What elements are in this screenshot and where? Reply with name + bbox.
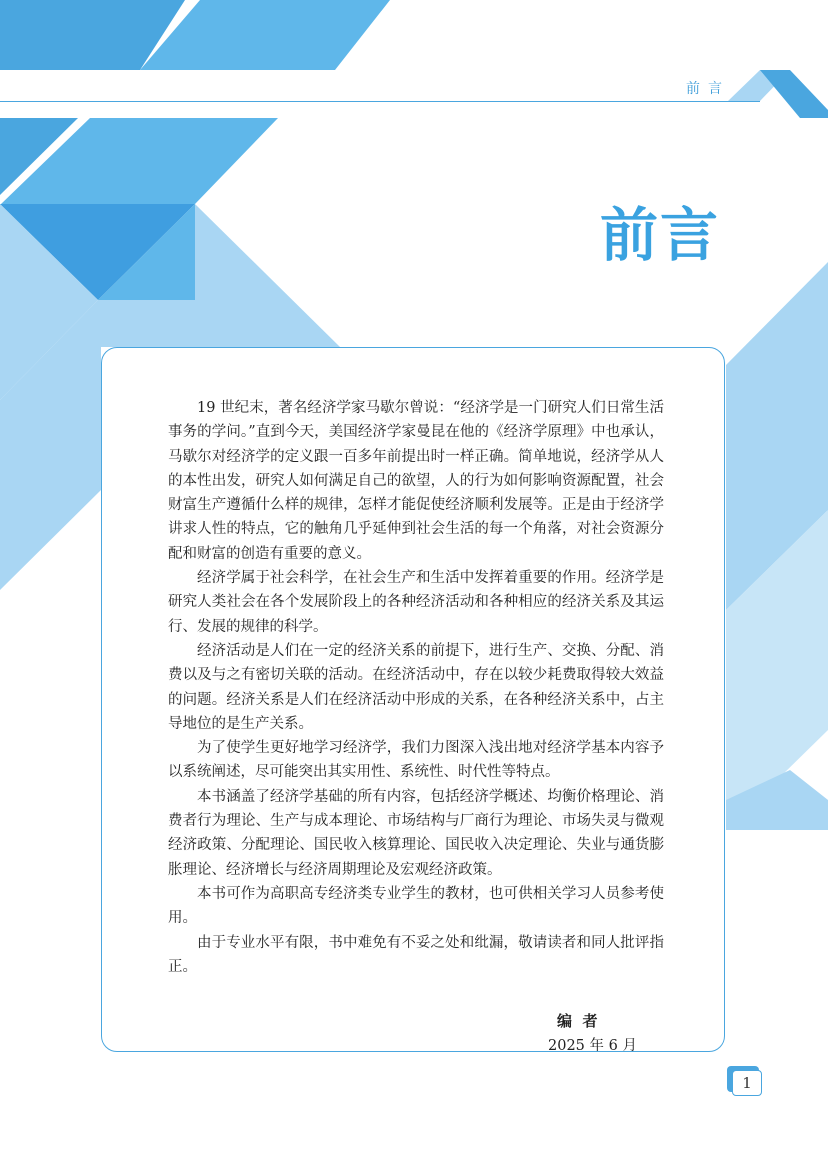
paragraph-4: 为了使学生更好地学习经济学，我们力图深入浅出地对经济学基本内容予以系统阐述，尽可能突出其实用性、系统性、时代性等特点。 <box>168 740 664 781</box>
signature-author: 编 者 <box>557 1012 598 1030</box>
header-rule <box>0 101 760 102</box>
preface-content-box <box>101 347 725 1052</box>
page-title: 前言 <box>600 201 721 269</box>
paragraph-2: 经济学属于社会科学，在社会生产和生活中发挥着重要的作用。经济学是研究人类社会在各个发展阶段上的各种经济活动和各种相应的经济关系及其运行、发展的规律的科学。 <box>168 570 664 635</box>
paragraph-5: 本书涵盖了经济学基础的所有内容，包括经济学概述、均衡价格理论、消费者行为理论、生产与成本理论、市场结构与厂商行为理论、市场失灵与微观经济政策、分配理论、国民收入核算理论、国民收入决定理论、失业与通货膨胀理论、经济增长与经济周期理论及宏观经济政策。 <box>168 788 664 878</box>
paragraph-3: 经济活动是人们在一定的经济关系的前提下，进行生产、交换、分配、消费以及与之有密切关联的活动。在经济活动中，存在以较少耗费取得较大效益的问题。经济关系是人们在经济活动中形成的关系，在各种经济关系中，占主导地位的是生产关系。 <box>168 642 664 732</box>
header-chevron-dark <box>760 70 828 118</box>
paragraph-1: 19 世纪末，著名经济学家马歇尔曾说：“经济学是一门研究人们日常生活事务的学问。”直到今天，美国经济学家曼昆在他的《经济学原理》中也承认，马歇尔对经济学的定义跟一百多年前提出时一样正确。简单地说，经济学从人的本性出发，研究人如何满足自己的欲望，人的行为如何影响资源配置，社会财富生产遵循什么样的规律，怎样才能促使经济顺利发展等。正是由于经济学讲求人性的特点，它的触角几乎延伸到社会生活的每一个角落，对社会资源分配和财富的创造有重要的意义。 <box>168 400 664 562</box>
running-header: 前言 <box>686 81 730 97</box>
preface-body <box>168 396 664 979</box>
signature-date: 2025 年 6 月 <box>548 1038 637 1054</box>
left-light-large <box>195 204 340 347</box>
page-number: 1 <box>732 1070 762 1096</box>
paragraph-7: 由于专业水平有限，书中难免有不妥之处和纰漏，敬请读者和同人批评指正。 <box>168 934 664 975</box>
paragraph-6: 本书可作为高职高专经济类专业学生的教材，也可供相关学习人员参考使用。 <box>168 885 664 927</box>
